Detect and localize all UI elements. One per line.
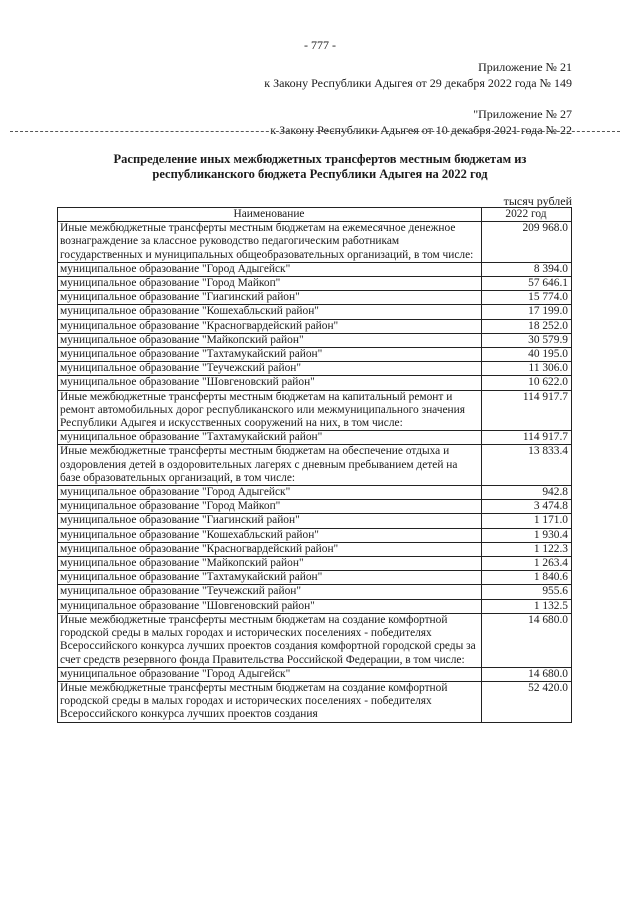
table-row <box>58 613 572 667</box>
header-year: 2022 год <box>482 208 572 222</box>
row-value: 14 680.0 <box>482 613 572 667</box>
table-row <box>58 681 572 722</box>
table-row <box>58 585 572 599</box>
row-name: муниципальное образование "Город Майкоп" <box>58 500 482 514</box>
row-value: 114 917.7 <box>482 431 572 445</box>
row-name: муниципальное образование "Майкопский район" <box>58 557 482 571</box>
row-value: 30 579.9 <box>482 333 572 347</box>
row-value: 14 680.0 <box>482 667 572 681</box>
row-value: 11 306.0 <box>482 362 572 376</box>
row-name: Иные межбюджетные трансферты местным бюджетам на ежемесячное денежное вознаграждение за классное руководство педагогическим работникам государственных и муниципальных общеобразовательных организаций, в том числе: <box>58 222 482 263</box>
row-name: муниципальное образование "Тахтамукайский район" <box>58 431 482 445</box>
row-name: муниципальное образование "Тахтамукайский район" <box>58 571 482 585</box>
row-name: Иные межбюджетные трансферты местным бюджетам на капитальный ремонт и ремонт автомобильных дорог республиканского или межмуниципального значения Республики Адыгея и искусственных сооружений на них, в том числе: <box>58 390 482 431</box>
table-row <box>58 542 572 556</box>
table-row <box>58 362 572 376</box>
row-value: 1 171.0 <box>482 514 572 528</box>
table-header-row <box>58 208 572 222</box>
table-row <box>58 348 572 362</box>
table-row <box>58 376 572 390</box>
row-value: 209 968.0 <box>482 222 572 263</box>
table-row <box>58 390 572 431</box>
table-row <box>58 528 572 542</box>
table-row <box>58 333 572 347</box>
row-name: муниципальное образование "Красногвардейский район" <box>58 319 482 333</box>
table-row <box>58 500 572 514</box>
row-name: муниципальное образование "Город Адыгейск" <box>58 667 482 681</box>
row-name: муниципальное образование "Майкопский район" <box>58 333 482 347</box>
transfers-table <box>57 207 572 723</box>
row-name: Иные межбюджетные трансферты местным бюджетам на обеспечение отдыха и оздоровления детей в оздоровительных лагерях с дневным пребыванием детей на базе образовательных организаций, в том числе: <box>58 445 482 486</box>
row-value: 1 263.4 <box>482 557 572 571</box>
row-value: 1 930.4 <box>482 528 572 542</box>
row-value: 942.8 <box>482 486 572 500</box>
document-title: Распределение иных межбюджетных трансфертов местным бюджетам из республиканского бюджета Республики Адыгея на 2022 год <box>113 152 527 181</box>
table-body <box>58 222 572 722</box>
row-value: 1 840.6 <box>482 571 572 585</box>
row-value: 57 646.1 <box>482 277 572 291</box>
row-value: 1 122.3 <box>482 542 572 556</box>
row-value: 52 420.0 <box>482 681 572 722</box>
row-name: Иные межбюджетные трансферты местным бюджетам на создание комфортной городской среды в малых городах и исторических поселениях - победителях Всероссийского конкурса лучших проектов создания комфортной городской среды за счет средств резервного фонда Правительства Российской Федерации, в том числе: <box>58 613 482 667</box>
row-name: Иные межбюджетные трансферты местным бюджетам на создание комфортной городской среды в малых городах и исторических поселениях - победителях Всероссийского конкурса лучших проектов создания <box>58 681 482 722</box>
appendix-old-law: к Закону Республики Адыгея от 10 декабря 2021 года № 22 <box>270 123 572 137</box>
table-row <box>58 277 572 291</box>
row-value: 8 394.0 <box>482 262 572 276</box>
row-name: муниципальное образование "Кошехабльский район" <box>58 528 482 542</box>
table-row <box>58 514 572 528</box>
row-value: 15 774.0 <box>482 291 572 305</box>
appendix-current-law: к Закону Республики Адыгея от 29 декабря 2022 года № 149 <box>264 76 572 90</box>
appendix-old-number: "Приложение № 27 <box>473 107 572 121</box>
table-row <box>58 445 572 486</box>
table-row <box>58 431 572 445</box>
row-value: 1 132.5 <box>482 599 572 613</box>
row-value: 10 622.0 <box>482 376 572 390</box>
table-row <box>58 557 572 571</box>
row-value: 18 252.0 <box>482 319 572 333</box>
table-row <box>58 486 572 500</box>
appendix-current-number: Приложение № 21 <box>478 60 572 74</box>
row-value: 114 917.7 <box>482 390 572 431</box>
row-name: муниципальное образование "Город Адыгейск" <box>58 262 482 276</box>
table-row <box>58 305 572 319</box>
row-name: муниципальное образование "Город Адыгейск" <box>58 486 482 500</box>
units-label: тысяч рублей <box>503 194 572 208</box>
row-name: муниципальное образование "Город Майкоп" <box>58 277 482 291</box>
strikethrough-line <box>10 131 620 132</box>
row-name: муниципальное образование "Гиагинский район" <box>58 291 482 305</box>
table-row <box>58 262 572 276</box>
row-value: 17 199.0 <box>482 305 572 319</box>
row-name: муниципальное образование "Кошехабльский район" <box>58 305 482 319</box>
row-value: 13 833.4 <box>482 445 572 486</box>
row-name: муниципальное образование "Теучежский район" <box>58 362 482 376</box>
table-row <box>58 571 572 585</box>
row-value: 955.6 <box>482 585 572 599</box>
row-name: муниципальное образование "Шовгеновский район" <box>58 599 482 613</box>
row-value: 3 474.8 <box>482 500 572 514</box>
row-name: муниципальное образование "Тахтамукайский район" <box>58 348 482 362</box>
row-name: муниципальное образование "Гиагинский район" <box>58 514 482 528</box>
row-value: 40 195.0 <box>482 348 572 362</box>
table-row <box>58 667 572 681</box>
row-name: муниципальное образование "Теучежский район" <box>58 585 482 599</box>
row-name: муниципальное образование "Шовгеновский район" <box>58 376 482 390</box>
page-number: - 777 - <box>304 38 336 52</box>
table-row <box>58 222 572 263</box>
row-name: муниципальное образование "Красногвардейский район" <box>58 542 482 556</box>
header-name: Наименование <box>58 208 482 222</box>
table-row <box>58 319 572 333</box>
table-row <box>58 599 572 613</box>
table-row <box>58 291 572 305</box>
